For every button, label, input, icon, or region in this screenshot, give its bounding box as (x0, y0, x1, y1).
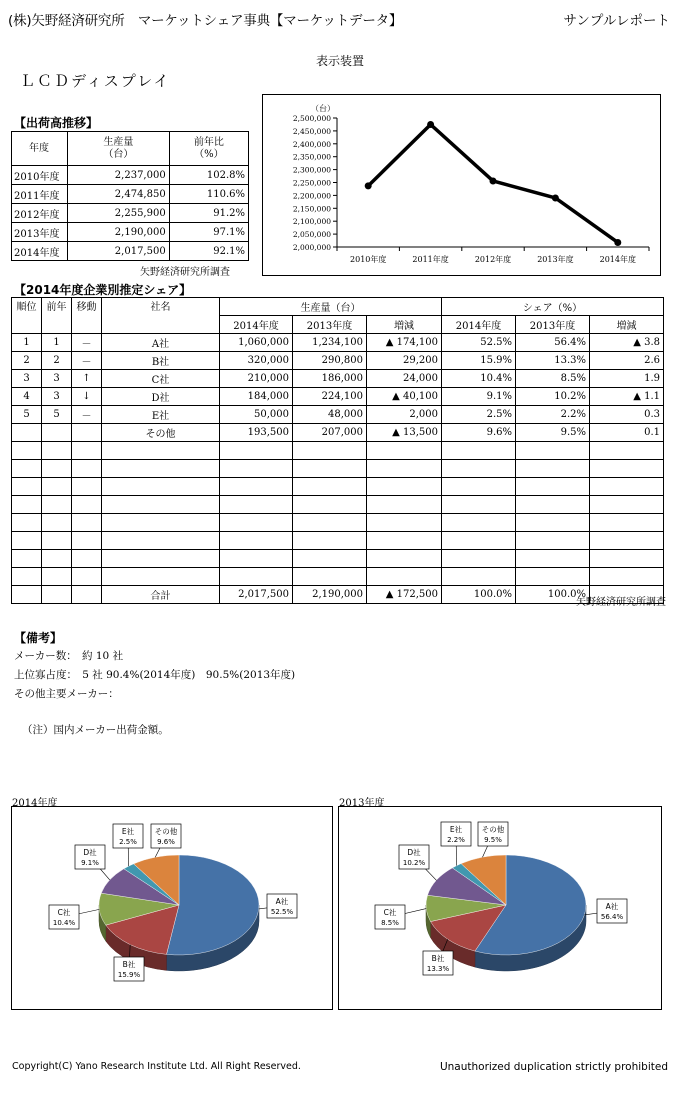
y-unit-label: （台） (311, 104, 335, 113)
empty-row (12, 550, 664, 568)
share-change-cell: 0.3 (590, 406, 664, 424)
empty-cell (516, 478, 590, 496)
volume-change-cell: 29,200 (367, 352, 442, 370)
share-table (11, 297, 664, 604)
yoy-cell: 97.1% (169, 223, 248, 242)
empty-cell (220, 496, 293, 514)
empty-cell (442, 532, 516, 550)
table-row (12, 334, 664, 352)
pie-label-name: D社 (83, 848, 97, 857)
empty-cell (102, 568, 220, 586)
empty-cell (42, 478, 72, 496)
shipments-source: 矢野経済研究所調査 (140, 267, 230, 278)
table-row (12, 388, 664, 406)
product-title: ＬＣＤディスプレイ (20, 72, 171, 90)
rank-cell: 2 (12, 352, 42, 370)
year-cell: 2011年度 (12, 185, 68, 204)
empty-cell (367, 460, 442, 478)
move-cell: － (72, 406, 102, 424)
remarks-others: その他主要メーカー： (14, 688, 119, 700)
share-source: 矢野経済研究所調査 (576, 597, 666, 608)
empty-cell (72, 550, 102, 568)
empty-cell (516, 568, 590, 586)
pie-label-value: 13.3% (426, 965, 450, 973)
pie-label-value: 10.4% (52, 919, 76, 927)
col-header-volume (68, 132, 170, 166)
empty-row (12, 568, 664, 586)
report-header-title: (株)矢野経済研究所 マーケットシェア事典【マーケットデータ】 (8, 13, 403, 29)
empty-cell (367, 568, 442, 586)
empty-cell (442, 568, 516, 586)
table-row (12, 166, 249, 185)
table-row (12, 424, 664, 442)
table-row (12, 204, 249, 223)
x-tick-label: 2012年度 (474, 255, 512, 264)
pie-label-value: 2.2% (447, 836, 465, 844)
empty-cell (42, 550, 72, 568)
yoy-cell: 102.8% (169, 166, 248, 185)
year-cell: 2012年度 (12, 204, 68, 223)
empty-row (12, 532, 664, 550)
empty-cell (367, 532, 442, 550)
empty-cell (293, 496, 367, 514)
share-2014-cell: 9.1% (442, 388, 516, 406)
company-cell: A社 (102, 334, 220, 352)
yoy-unit: （%） (194, 148, 224, 160)
empty-row (12, 496, 664, 514)
share-2013-cell: 9.5% (516, 424, 590, 442)
empty-cell (590, 550, 664, 568)
share-change-cell: 0.1 (590, 424, 664, 442)
prev-rank-cell: 3 (42, 370, 72, 388)
volume-change-cell: ▲ 174,100 (367, 334, 442, 352)
empty-cell (72, 460, 102, 478)
empty-cell (293, 478, 367, 496)
prev-rank-cell: 5 (42, 406, 72, 424)
year-cell: 2013年度 (12, 223, 68, 242)
move-cell: ↓ (72, 388, 102, 406)
empty-cell (72, 568, 102, 586)
empty-cell (12, 514, 42, 532)
volume-cell: 2,017,500 (68, 242, 170, 261)
empty-cell (12, 586, 42, 604)
table-row (12, 370, 664, 388)
empty-cell (42, 496, 72, 514)
rank-cell: 1 (12, 334, 42, 352)
share-change-cell: 1.9 (590, 370, 664, 388)
pie-label-value: 9.6% (157, 838, 175, 846)
pie-2014-frame (11, 806, 333, 1010)
volume-2014-cell: 1,060,000 (220, 334, 293, 352)
empty-cell (590, 496, 664, 514)
table-row (12, 242, 249, 261)
empty-cell (220, 568, 293, 586)
empty-cell (102, 514, 220, 532)
empty-cell (293, 514, 367, 532)
pie-label-name: C社 (57, 908, 71, 917)
volume-2014-cell: 320,000 (220, 352, 293, 370)
empty-cell (72, 514, 102, 532)
empty-cell (42, 532, 72, 550)
yoy-cell: 110.6% (169, 185, 248, 204)
col-header-rank: 順位 (12, 298, 42, 334)
total-s14-cell: 100.0% (442, 586, 516, 604)
pie-label-value: 52.5% (270, 908, 294, 916)
col-header-prev: 前年 (42, 298, 72, 334)
x-tick-label: 2014年度 (599, 255, 636, 264)
empty-cell (220, 478, 293, 496)
share-2014-cell: 9.6% (442, 424, 516, 442)
volume-change-cell: ▲ 40,100 (367, 388, 442, 406)
data-point (552, 194, 559, 201)
table-row (12, 352, 664, 370)
data-point (427, 121, 434, 128)
col-header-move: 移動 (72, 298, 102, 334)
y-tick-label: 2,050,000 (292, 230, 331, 240)
pie-label-value: 56.4% (600, 913, 624, 921)
empty-cell (42, 568, 72, 586)
empty-cell (590, 514, 664, 532)
col-header-volume-2014: 2014年度 (220, 316, 293, 334)
shipments-table (11, 131, 249, 261)
report-header-label: サンプルレポート (563, 13, 670, 29)
empty-cell (442, 460, 516, 478)
share-2014-cell: 2.5% (442, 406, 516, 424)
share-change-cell: ▲ 1.1 (590, 388, 664, 406)
prev-rank-cell: 2 (42, 352, 72, 370)
volume-change-cell: 24,000 (367, 370, 442, 388)
y-tick-label: 2,300,000 (292, 165, 331, 175)
share-2014-cell: 10.4% (442, 370, 516, 388)
empty-cell (220, 550, 293, 568)
volume-cell: 2,237,000 (68, 166, 170, 185)
total-dv-cell: ▲ 172,500 (367, 586, 442, 604)
col-header-volume: 生産量（台） (220, 298, 442, 316)
share-change-cell: ▲ 3.8 (590, 334, 664, 352)
table-row (12, 223, 249, 242)
col-header-volume-2013: 2013年度 (293, 316, 367, 334)
empty-cell (220, 442, 293, 460)
duplication-notice: Unauthorized duplication strictly prohibited (439, 1061, 668, 1073)
total-s13-cell: 100.0% (516, 586, 590, 604)
empty-cell (220, 514, 293, 532)
share-2014-cell: 15.9% (442, 352, 516, 370)
move-cell (72, 424, 102, 442)
y-tick-label: 2,000,000 (292, 243, 331, 252)
y-tick-label: 2,200,000 (292, 191, 331, 201)
remarks-top-share: 上位寡占度： 5 社 90.4%(2014年度) 90.5%(2013年度) (14, 669, 296, 681)
volume-2014-cell: 184,000 (220, 388, 293, 406)
empty-row (12, 442, 664, 460)
y-tick-label: 2,450,000 (292, 126, 331, 136)
col-header-year: 年度 (12, 132, 68, 166)
rank-cell: 3 (12, 370, 42, 388)
line-chart-frame (262, 94, 661, 276)
rank-cell (12, 424, 42, 442)
empty-cell (42, 442, 72, 460)
empty-cell (442, 550, 516, 568)
empty-cell (220, 460, 293, 478)
empty-cell (293, 460, 367, 478)
move-cell: － (72, 352, 102, 370)
col-header-yoy (169, 132, 248, 166)
volume-2013-cell: 48,000 (293, 406, 367, 424)
total-row (12, 586, 664, 604)
pie-label-value: 8.5% (381, 919, 399, 927)
empty-cell (442, 496, 516, 514)
volume-2013-cell: 290,800 (293, 352, 367, 370)
data-point (614, 239, 621, 246)
category-title: 表示装置 (315, 54, 364, 68)
pie-label-name: A社 (605, 902, 619, 911)
share-section-title: 【2014年度企業別推定シェア】 (14, 283, 192, 297)
empty-cell (72, 496, 102, 514)
share-2013-cell: 56.4% (516, 334, 590, 352)
empty-cell (12, 496, 42, 514)
x-tick-label: 2013年度 (537, 255, 574, 264)
line-chart (263, 95, 659, 274)
company-cell: D社 (102, 388, 220, 406)
empty-cell (12, 442, 42, 460)
remarks-note: （注）国内メーカー出荷金額。 (22, 724, 169, 736)
year-cell: 2014年度 (12, 242, 68, 261)
empty-cell (516, 550, 590, 568)
empty-cell (42, 460, 72, 478)
rank-cell: 5 (12, 406, 42, 424)
pie-2013-frame (338, 806, 662, 1010)
pie-2014-title: 2014年度 (12, 798, 58, 809)
pie-label-name: D社 (407, 848, 421, 857)
x-tick-label: 2011年度 (412, 255, 449, 264)
y-tick-label: 2,100,000 (292, 217, 331, 227)
empty-cell (102, 460, 220, 478)
company-cell: E社 (102, 406, 220, 424)
empty-cell (102, 550, 220, 568)
pie-label-name: E社 (449, 825, 463, 834)
pie-label-value: 10.2% (402, 859, 426, 867)
empty-cell (367, 442, 442, 460)
volume-cell: 2,474,850 (68, 185, 170, 204)
empty-cell (442, 514, 516, 532)
empty-cell (516, 442, 590, 460)
empty-cell (590, 568, 664, 586)
empty-cell (12, 568, 42, 586)
empty-cell (590, 460, 664, 478)
empty-cell (42, 514, 72, 532)
empty-cell (516, 496, 590, 514)
pie-label-value: 2.5% (119, 838, 137, 846)
pie-chart-2013 (339, 807, 660, 1008)
prev-rank-cell (42, 424, 72, 442)
empty-row (12, 460, 664, 478)
yoy-cell: 92.1% (169, 242, 248, 261)
empty-cell (293, 442, 367, 460)
empty-cell (12, 550, 42, 568)
company-cell: B社 (102, 352, 220, 370)
share-2013-cell: 8.5% (516, 370, 590, 388)
empty-cell (442, 478, 516, 496)
empty-cell (367, 550, 442, 568)
x-tick-label: 2010年度 (350, 255, 387, 264)
y-tick-label: 2,350,000 (292, 152, 331, 162)
pie-label-name: C社 (383, 908, 397, 917)
volume-2014-cell: 210,000 (220, 370, 293, 388)
empty-cell (12, 478, 42, 496)
empty-cell (72, 442, 102, 460)
pie-label-name: E社 (121, 827, 135, 836)
move-cell: － (72, 334, 102, 352)
empty-cell (516, 514, 590, 532)
remarks-title: 【備考】 (14, 631, 63, 645)
pie-label-name: A社 (275, 897, 289, 906)
prev-rank-cell: 3 (42, 388, 72, 406)
pie-label-value: 9.1% (81, 859, 99, 867)
volume-2013-cell: 224,100 (293, 388, 367, 406)
col-header-volume-change: 増減 (367, 316, 442, 334)
prev-rank-cell: 1 (42, 334, 72, 352)
col-header-share-2013: 2013年度 (516, 316, 590, 334)
pie-label-value: 15.9% (117, 971, 141, 979)
col-header-company: 社名 (102, 298, 220, 334)
share-2013-cell: 2.2% (516, 406, 590, 424)
remarks-makers: メーカー数： 約 10 社 (14, 650, 124, 662)
empty-cell (516, 532, 590, 550)
volume-cell: 2,255,900 (68, 204, 170, 223)
volume-2014-cell: 50,000 (220, 406, 293, 424)
y-tick-label: 2,150,000 (292, 204, 331, 214)
volume-change-cell: 2,000 (367, 406, 442, 424)
volume-label: 生産量 (103, 136, 134, 148)
table-row (12, 406, 664, 424)
volume-2014-cell: 193,500 (220, 424, 293, 442)
col-header-share-2014: 2014年度 (442, 316, 516, 334)
yoy-label: 前年比 (193, 136, 224, 148)
pie-label-name: B社 (122, 960, 136, 969)
rank-cell: 4 (12, 388, 42, 406)
table-row (12, 185, 249, 204)
empty-cell (72, 478, 102, 496)
empty-row (12, 514, 664, 532)
yoy-cell: 91.2% (169, 204, 248, 223)
volume-2013-cell: 1,234,100 (293, 334, 367, 352)
empty-cell (72, 586, 102, 604)
empty-cell (72, 532, 102, 550)
move-cell: ↑ (72, 370, 102, 388)
year-cell: 2010年度 (12, 166, 68, 185)
total-v14-cell: 2,017,500 (220, 586, 293, 604)
empty-cell (367, 478, 442, 496)
empty-cell (42, 586, 72, 604)
empty-cell (293, 568, 367, 586)
share-2013-cell: 13.3% (516, 352, 590, 370)
empty-row (12, 478, 664, 496)
total-v13-cell: 2,190,000 (293, 586, 367, 604)
share-2014-cell: 52.5% (442, 334, 516, 352)
empty-cell (367, 514, 442, 532)
empty-cell (12, 532, 42, 550)
volume-2013-cell: 207,000 (293, 424, 367, 442)
empty-cell (516, 460, 590, 478)
y-tick-label: 2,400,000 (292, 139, 331, 149)
empty-cell (590, 478, 664, 496)
col-header-share: シェア（%） (442, 298, 664, 316)
pie-label-name: その他 (154, 827, 178, 836)
pie-chart-2014 (12, 807, 331, 1008)
empty-cell (590, 442, 664, 460)
volume-change-cell: ▲ 13,500 (367, 424, 442, 442)
share-change-cell: 2.6 (590, 352, 664, 370)
company-cell: C社 (102, 370, 220, 388)
shipments-section-title: 【出荷高推移】 (14, 116, 99, 130)
empty-cell (367, 496, 442, 514)
empty-cell (12, 460, 42, 478)
copyright-text: Copyright(C) Yano Research Institute Ltd. All Right Reserved. (12, 1061, 301, 1072)
empty-cell (220, 532, 293, 550)
volume-2013-cell: 186,000 (293, 370, 367, 388)
company-cell: その他 (102, 424, 220, 442)
share-2013-cell: 10.2% (516, 388, 590, 406)
pie-2013-title: 2013年度 (339, 798, 385, 809)
pie-label-value: 9.5% (484, 836, 502, 844)
empty-cell (102, 478, 220, 496)
total-name-cell: 合計 (102, 586, 220, 604)
empty-cell (102, 496, 220, 514)
y-tick-label: 2,500,000 (292, 114, 331, 123)
pie-label-name: B社 (431, 954, 445, 963)
empty-cell (102, 532, 220, 550)
empty-cell (590, 532, 664, 550)
empty-cell (442, 442, 516, 460)
pie-label-name: その他 (481, 825, 505, 834)
volume-unit: （台） (103, 148, 134, 160)
data-point (365, 182, 372, 189)
empty-cell (293, 532, 367, 550)
volume-cell: 2,190,000 (68, 223, 170, 242)
data-point (490, 177, 497, 184)
empty-cell (293, 550, 367, 568)
empty-cell (102, 442, 220, 460)
col-header-share-change: 増減 (590, 316, 664, 334)
y-tick-label: 2,250,000 (292, 178, 331, 188)
